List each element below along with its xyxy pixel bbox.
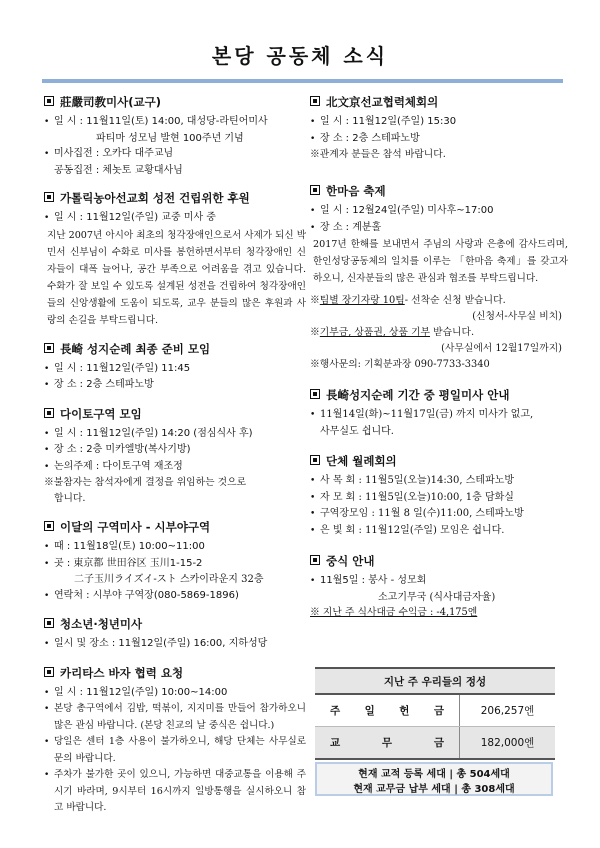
note-line-cont: 합니다. [54, 493, 86, 504]
place-line: • 장 소 : 계분홀 [310, 220, 568, 237]
section-heading: 長崎 성지순례 최종 준비 모임 [60, 341, 211, 356]
square-bullet-icon [44, 408, 54, 418]
square-bullet-icon [44, 96, 54, 106]
date-line: • 일 시 : 12월24일(주일) 미사후~17:00 [310, 203, 568, 220]
date-line: • 일 시 : 11월12일(주일) 11:45 [44, 361, 306, 378]
square-bullet-icon [44, 343, 54, 353]
bullet-icon [44, 701, 54, 734]
right-column [310, 94, 568, 633]
square-bullet-icon [44, 192, 54, 202]
table-row [315, 694, 555, 727]
registered-households: 현재 교적 등록 세대 | 총 504세대 [358, 769, 510, 780]
offerings-table [315, 667, 555, 760]
section-heading: 청소년·청년미사 [60, 617, 143, 631]
section-taito-meeting [44, 406, 306, 508]
dues-paying-households: 현재 교무금 납부 세대 | 총 308세대 [353, 784, 515, 795]
square-bullet-icon [310, 555, 320, 565]
body-text: 2017년 한해를 보내면서 주님의 사랑과 은총에 감사드리며, 한인성당공동체의 일치를 이루는 「한마음 축제」를 갖고자 하오니, 신자분들의 많은 관심과 협조를 부탁드립니다. [313, 239, 568, 284]
section-heading: 다이토구역 모임 [60, 406, 142, 421]
square-bullet-icon [310, 389, 320, 399]
inquiry-note: ※행사문의: 기획분과장 090-7733-3340 [310, 359, 490, 370]
left-column [44, 94, 306, 829]
meeting-item: • 구역장모임 : 11월 8 일(수)11:00, 스테파노방 [310, 506, 568, 523]
section-hanmaeum-festival [310, 183, 568, 373]
title-divider [42, 79, 563, 83]
household-summary-box [315, 762, 553, 796]
square-bullet-icon [310, 455, 320, 465]
section-heading: 北文京선교협력체회의 [326, 95, 439, 109]
offerings-header: 지난 주 우리들의 정성 [315, 668, 555, 694]
section-heading: 가톨릭농아선교회 성전 건립위한 후원 [60, 191, 250, 205]
place-line: • 장 소 : 2층 스테파노방 [310, 131, 568, 148]
row-label: 주 일 헌 금 [330, 705, 444, 717]
section-district-mass [44, 519, 306, 604]
section-lunch-info [310, 553, 568, 621]
bullet-text: 주차가 불가한 곳이 있으니, 가능하면 대중교통을 이용해 주시기 바라며, 9시부터 16시까지 일방통행을 실시하오니 참고 바랍니다. [54, 769, 306, 813]
date-line: • 일 시 : 11월11일(토) 14:00, 대성당-라틴어미사 [44, 114, 306, 131]
square-bullet-icon [44, 618, 54, 628]
section-youth-mass [44, 616, 306, 653]
place-line: • 장 소 : 2층 스테파노방 [44, 377, 306, 394]
bullet-text: 당일은 센터 1층 사용이 불가하오니, 해당 단체는 사무실로 문의 바랍니다. [54, 736, 306, 764]
lunch-item: • 11월5일 : 봉사 - 성모회 [310, 573, 568, 590]
meeting-item: • 사 목 회 : 11월5일(오늘)14:30, 스테파노방 [310, 473, 568, 490]
date-line: • 일 시 : 11월12일(주일) 10:00~14:00 [44, 685, 306, 702]
row-value: 182,000엔 [460, 727, 556, 760]
bullet-icon [44, 767, 54, 817]
note-line: ※불참자는 참석자에게 결정을 위임하는 것으로 [44, 477, 247, 488]
section-heading: 莊嚴司教미사(교구) [60, 95, 161, 109]
row-label: 교 무 금 [330, 737, 444, 749]
where-line-cont: 二子玉川ライズイ-スト 스카이라운지 32층 [74, 574, 264, 585]
section-heading: 한마음 축제 [326, 184, 386, 198]
body-line: • 11월14일(화)~11월17일(금) 까지 미사가 없고, [310, 407, 568, 424]
body-text: 지난 2007년 아시아 최초의 청각장애인으로서 사제가 되신 박민서 신부님이 수화로 미사를 봉헌하면서부터 청각장애인 신자들이 대폭 늘어나, 공간 부족으로 어려움을 겪고 있습니다. 수화가 잘 보일 수 있도록 설계된 성전을 건립하여 청각장애인들의 신앙생활에 도움이 되도록, 교우 분들의 많은 후원과 사랑의 손길을 부탁드립니다. [47, 229, 306, 326]
info-line: • 일시 및 장소 : 11월12일(주일) 16:00, 지하성당 [44, 636, 306, 653]
section-caritas-bazaar [44, 665, 306, 817]
lunch-revenue-note: ※ 지난 주 식사대금 수익금 : -4,175엔 [310, 607, 478, 618]
concelebrant-line: 공동집전 : 체놋토 교황대사님 [54, 164, 183, 176]
meeting-item: • 은 빛 회 : 11월12일(주일) 모임은 쉽니다. [310, 523, 568, 540]
date-line: • 일 시 : 11월12일(주일) 15:30 [310, 114, 568, 131]
topic-line: • 논의주제 : 다이토구역 재조정 [44, 459, 306, 476]
when-line: • 때 : 11월18일(토) 10:00~11:00 [44, 539, 306, 556]
section-heading: 이달의 구역미사 - 시부야구역 [60, 520, 211, 534]
donation-note-cont: (사무실에서 12월17일까지) [441, 343, 562, 354]
section-heading: 카리타스 바자 협력 요청 [60, 665, 184, 680]
section-bishop-mass [44, 94, 306, 178]
square-bullet-icon [44, 521, 54, 531]
date-line: • 일 시 : 11월12일(주일) 교중 미사 중 [44, 210, 306, 227]
section-mission-council [310, 94, 568, 163]
section-nagasaki-prep [44, 341, 306, 394]
lunch-item-cont: 소고기무국 (식사대금자율) [378, 591, 496, 603]
square-bullet-icon [44, 667, 54, 677]
section-monthly-meetings [310, 453, 568, 539]
table-row [315, 727, 555, 760]
celebrant-line: • 미사집전 : 오카다 대주교님 [44, 146, 306, 163]
section-heading: 長崎성지순례 기간 중 평일미사 안내 [326, 388, 510, 402]
square-bullet-icon [310, 96, 320, 106]
contact-line: • 연락처 : 시부야 구역장(080-5869-1896) [44, 588, 306, 605]
meeting-item: • 자 모 회 : 11월5일(오늘)10:00, 1층 담화실 [310, 490, 568, 507]
talent-show-note-cont: (신청서-사무실 비치) [472, 311, 562, 322]
section-heading: 중식 안내 [326, 554, 375, 568]
bullet-icon [44, 734, 54, 767]
where-line: • 곳 : 東京都 世田谷区 玉川1-15-2 [44, 556, 306, 573]
donation-note: ※기부금, 상품권, 상품 기부 받습니다. [310, 327, 475, 338]
section-deaf-mission [44, 190, 306, 329]
date-line-cont: 파티마 성모님 발현 100주년 기념 [96, 132, 244, 144]
section-heading: 단체 월례회의 [326, 454, 397, 468]
note-line: ※관계자 분들은 참석 바랍니다. [310, 149, 446, 160]
body-line-cont: 사무실도 쉽니다. [320, 425, 394, 437]
square-bullet-icon [310, 185, 320, 195]
bullet-text: 본당 총구역에서 김밥, 떡볶이, 지지미를 만들어 참가하오니 많은 관심 바랍니다. (본당 친교의 날 중식은 쉽니다.) [54, 703, 306, 731]
talent-show-note: ※팀별 장기자랑 10팀- 선착순 신청 받습니다. [310, 295, 506, 306]
row-value: 206,257엔 [460, 694, 556, 727]
place-line: • 장 소 : 2층 미카엘방(복사기방) [44, 442, 306, 459]
section-weekday-mass [310, 387, 568, 439]
page-title: 본당 공동체 소식 [211, 44, 389, 68]
date-line: • 일 시 : 11월12일(주일) 14:20 (점심식사 후) [44, 426, 306, 443]
